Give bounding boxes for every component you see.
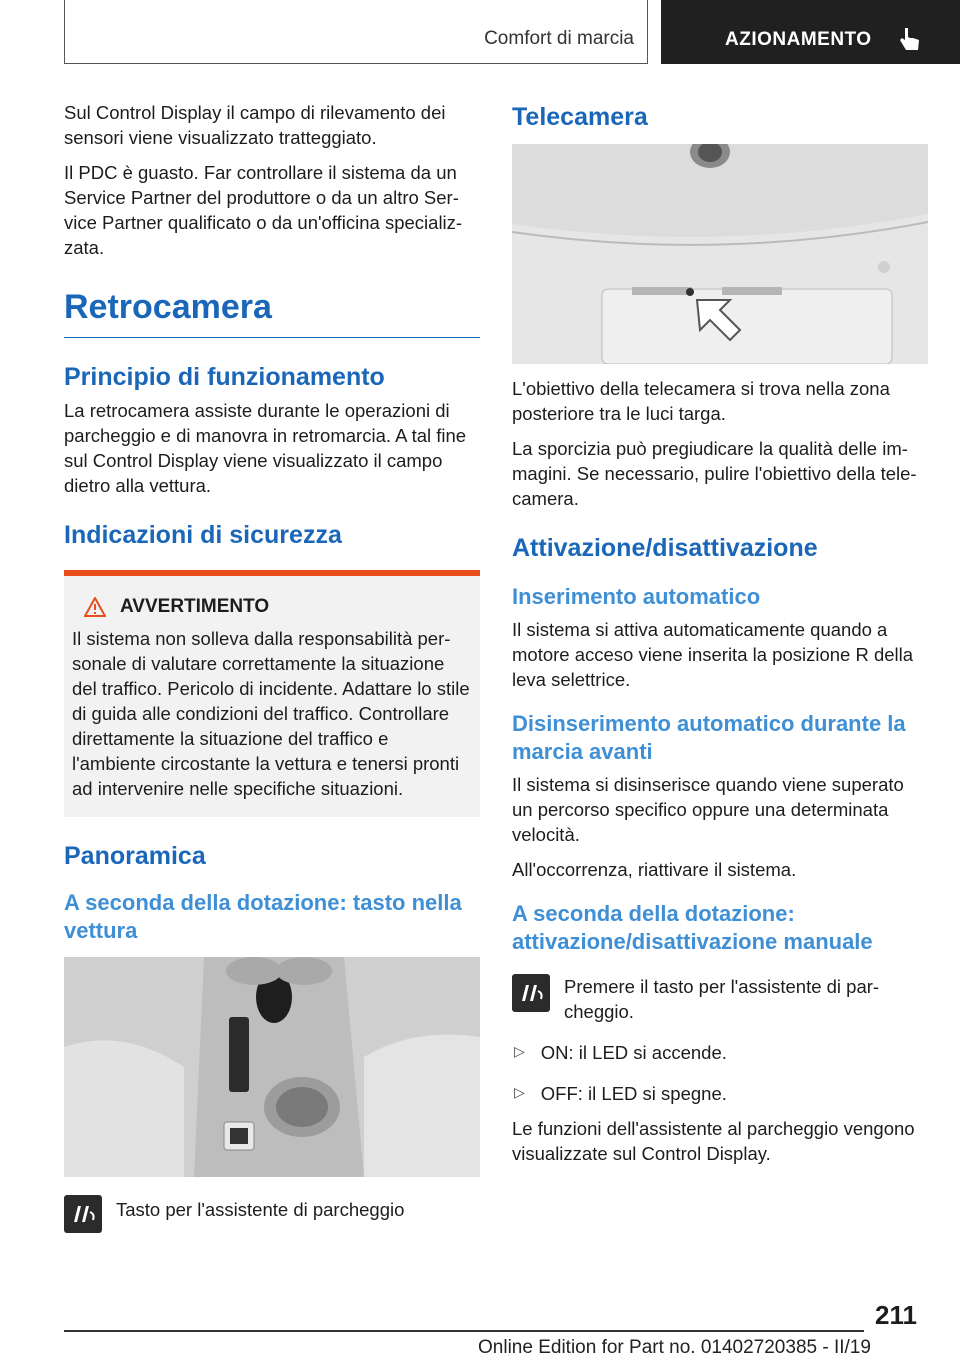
left-column	[64, 100, 480, 1243]
heading-manuale: A seconda della dotazione: attivazione/disattivazione manuale	[512, 901, 873, 954]
rear-bumper-illustration	[512, 144, 928, 364]
header-section-title: Comfort di marcia	[484, 28, 634, 49]
park-assist-icon	[64, 1195, 102, 1233]
center-console-illustration	[64, 957, 480, 1177]
hand-pointer-icon	[897, 26, 923, 54]
list-item	[512, 1081, 928, 1116]
bullet-triangle-icon: ▷	[514, 1043, 525, 1059]
warning-text: Il sistema non solleva dalla responsabilità personale di valutare correttamente la situazione del traffico. Pericolo di incidente. Adattare lo stile di guida alle condizioni del traffico. Controllare direttamente la situazione del traffico e l'ambiente circostante la vettura e tenersi pronti ad intervenire nelle specifiche situazioni.	[72, 628, 470, 799]
section-title-retrocamera: Retrocamera	[64, 288, 480, 338]
paragraph: Il sistema si attiva automaticamente quando a motore acceso viene inserita la posizione R della leva selettrice.	[512, 619, 914, 690]
bullet-triangle-icon: ▷	[514, 1084, 525, 1100]
image-caption: Tasto per l'assistente di parcheggio	[116, 1199, 405, 1220]
list-item-text: OFF: il LED si spegne.	[540, 1083, 727, 1104]
paragraph: Il sistema si disinserisce quando viene superato un percorso specifico oppure una determinata velocità.	[512, 774, 904, 845]
paragraph: La retrocamera assiste durante le operazioni di parcheggio e di manovra in retromarcia. A tal fine sul Control Display viene visualizzato il campo dietro alla vettura.	[64, 400, 467, 496]
paragraph: Sul Control Display il campo di rilevamento dei sensori viene visualizzato tratteggiato.	[64, 102, 446, 148]
heading-sicurezza: Indicazioni di sicurezza	[64, 521, 342, 549]
heading-disinserimento: Disinserimento automatico durante la marcia avanti	[512, 711, 906, 764]
heading-principio: Principio di funzionamento	[64, 363, 385, 391]
rear-camera-photo	[512, 144, 928, 364]
heading-telecamera: Telecamera	[512, 103, 648, 131]
footer-edition: Online Edition for Part no. 01402720385 - II/19	[478, 1337, 871, 1358]
paragraph: La sporcizia può pregiudicare la qualità delle immagini. Se necessario, pulire l'obiettivo della telecamera.	[512, 438, 917, 509]
heading-panoramica: Panoramica	[64, 842, 206, 870]
header-chapter-tab	[661, 0, 960, 64]
paragraph: L'obiettivo della telecamera si trova nella zona posteriore tra le luci targa.	[512, 378, 890, 424]
right-column	[512, 100, 928, 1176]
heading-attivazione: Attivazione/disattivazione	[512, 534, 818, 562]
warning-triangle-icon	[84, 597, 106, 617]
warning-title	[84, 596, 472, 618]
caption-row	[64, 1195, 480, 1233]
park-assist-icon	[512, 974, 550, 1012]
chapter-label: AZIONAMENTO	[725, 29, 872, 50]
footer-divider	[64, 1330, 864, 1332]
paragraph: All'occorrenza, riattivare il sistema.	[512, 859, 797, 880]
instruction-text: Premere il tasto per l'assistente di parcheggio.	[564, 976, 880, 1022]
console-photo	[64, 957, 480, 1177]
paragraph: Il PDC è guasto. Far controllare il sistema da un Service Partner del produttore o da un altro Service Partner qualificato o da un'officina specializzata.	[64, 162, 463, 258]
paragraph: Le funzioni dell'assistente al parcheggio vengono visualizzate sul Control Display.	[512, 1118, 915, 1164]
warning-title-text: AVVERTIMENTO	[120, 596, 270, 617]
instruction-row	[512, 974, 928, 1024]
heading-inserimento: Inserimento automatico	[512, 584, 761, 609]
list-item	[512, 1040, 928, 1075]
page-number: 211	[875, 1300, 917, 1330]
heading-tasto: A seconda della dotazione: tasto nella vettura	[64, 890, 462, 943]
list-item-text: ON: il LED si accende.	[540, 1042, 727, 1063]
warning-box	[64, 570, 480, 817]
